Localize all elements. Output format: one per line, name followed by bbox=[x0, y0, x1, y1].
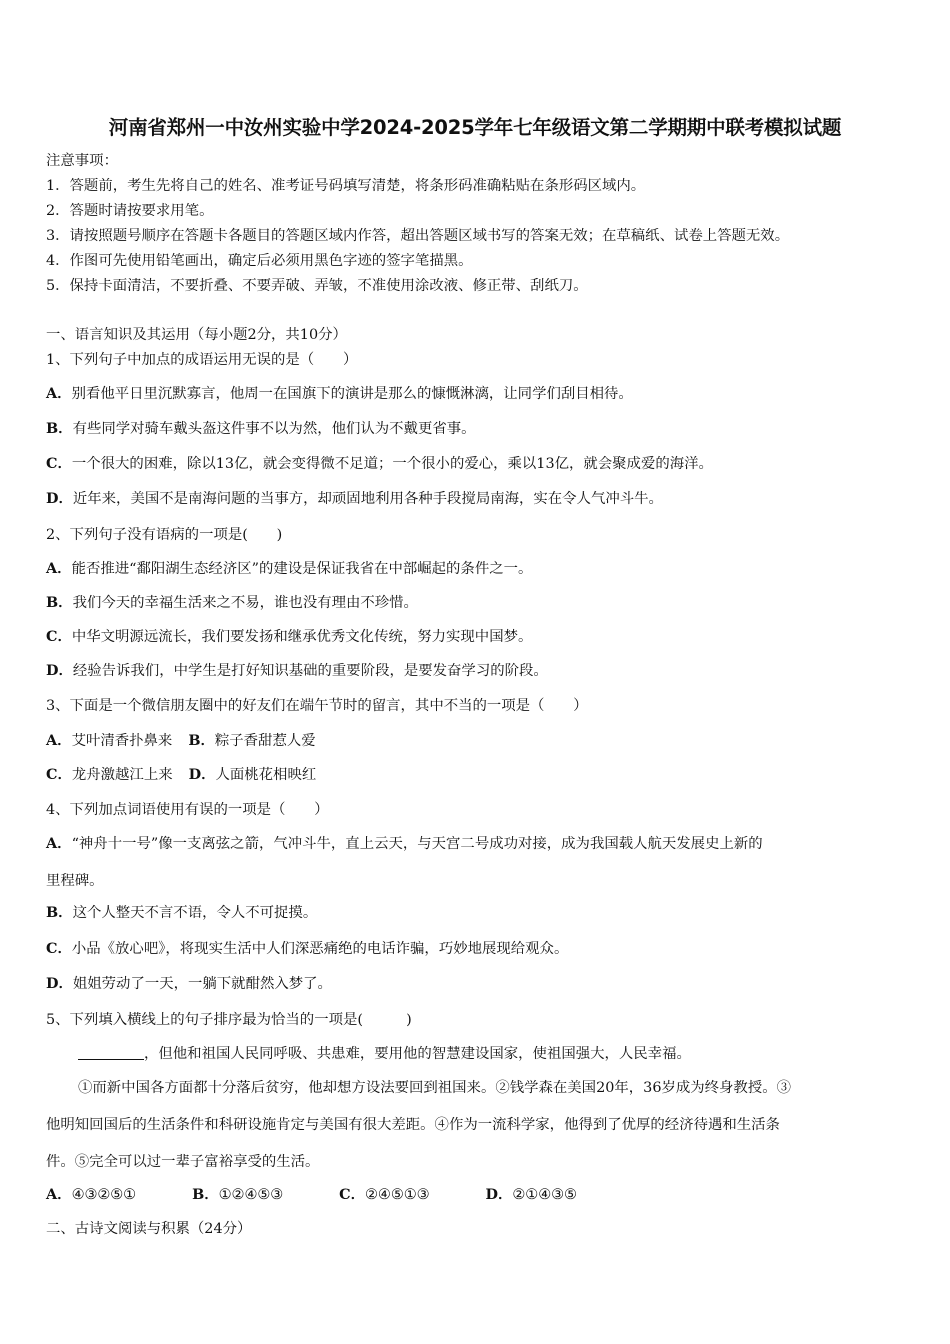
q2-option-a bbox=[46, 559, 532, 579]
option-text: ④③②⑤① bbox=[71, 1187, 137, 1203]
answer-blank bbox=[78, 1045, 144, 1060]
option-label: D． bbox=[46, 975, 73, 992]
option-label: A． bbox=[46, 385, 72, 402]
option-label: B． bbox=[188, 732, 215, 749]
option-text: 一个很大的困难，除以13亿，就会变得微不足道；一个很小的爱心，乘以13亿，就会聚成爱的海洋。 bbox=[71, 456, 713, 472]
option-label: C． bbox=[46, 628, 72, 645]
notice-item: 2．答题时请按要求用笔。 bbox=[46, 203, 214, 219]
option-label: D． bbox=[46, 662, 73, 679]
q4-option-d bbox=[46, 974, 332, 994]
option-text: 能否推进“鄱阳湖生态经济区”的建设是保证我省在中部崛起的条件之一。 bbox=[71, 561, 533, 577]
option-text: ②①④③⑤ bbox=[512, 1187, 577, 1203]
q5-options-row bbox=[46, 1185, 577, 1205]
section-2-heading: 二、古诗文阅读与积累（24分） bbox=[46, 1221, 252, 1237]
option-text: 人面桃花相映红 bbox=[215, 767, 317, 783]
option-label: A． bbox=[46, 560, 72, 577]
option-label: C． bbox=[46, 455, 72, 472]
q1-option-b bbox=[46, 419, 476, 439]
option-text: 有些同学对骑车戴头盔这件事不以为然，他们认为不戴更省事。 bbox=[72, 421, 476, 437]
option-text: 小品《放心吧》，将现实生活中人们深恶痛绝的电话诈骗，巧妙地展现给观众。 bbox=[71, 941, 569, 957]
notice-item: 3．请按照题号顺序在答题卡各题目的答题区域内作答，超出答题区域书写的答案无效；在草稿纸、试卷上答题无效。 bbox=[46, 228, 790, 244]
exam-title: 河南省郑州一中汝州实验中学2024-2025学年七年级语文第二学期期中联考模拟试题 bbox=[108, 116, 842, 139]
notice-item: 1．答题前，考生先将自己的姓名、准考证号码填写清楚，将条形码准确粘贴在条形码区域内。 bbox=[46, 178, 646, 194]
q3-options-row-1 bbox=[46, 731, 316, 751]
question-5-stem: 5、下列填入横线上的句子排序最为恰当的一项是( ) bbox=[46, 1012, 412, 1028]
question-4-stem: 4、下列加点词语使用有误的一项是（ ） bbox=[46, 802, 329, 818]
notice-item: 4．作图可先使用铅笔画出，确定后必须用黑色字迹的签字笔描黑。 bbox=[46, 253, 473, 269]
option-label: D． bbox=[188, 766, 216, 783]
section-1-heading: 一、语言知识及其运用（每小题2分，共10分） bbox=[46, 327, 347, 343]
option-label: D． bbox=[485, 1186, 513, 1203]
option-label: C． bbox=[46, 766, 72, 783]
option-text: 姐姐劳动了一天，一躺下就酣然入梦了。 bbox=[72, 976, 332, 992]
option-label: A． bbox=[46, 732, 72, 749]
option-text: 中华文明源远流长，我们要发扬和继承优秀文化传统，努力实现中国梦。 bbox=[71, 629, 533, 645]
q1-option-c bbox=[46, 454, 713, 474]
option-text: 这个人整天不言不语，令人不可捉摸。 bbox=[72, 905, 318, 921]
option-text: “神舟十一号”像一支离弦之箭，气冲斗牛，直上云天，与天宫二号成功对接，成为我国载人航天发展史上新的 bbox=[71, 836, 763, 852]
q4-option-a bbox=[46, 834, 763, 854]
q4-option-b bbox=[46, 903, 317, 923]
option-label: B． bbox=[46, 594, 73, 611]
option-label: A． bbox=[46, 1186, 72, 1203]
option-label: B． bbox=[46, 904, 73, 921]
q2-option-c bbox=[46, 627, 532, 647]
q5-paragraph-line: 件。⑤完全可以过一辈子富裕享受的生活。 bbox=[46, 1154, 320, 1170]
q2-option-b bbox=[46, 593, 418, 613]
option-text: ②④⑤①③ bbox=[365, 1187, 430, 1203]
option-label: C． bbox=[46, 940, 72, 957]
q2-option-d bbox=[46, 661, 548, 681]
option-text: 龙舟激越江上来 bbox=[71, 767, 173, 783]
q4-option-c bbox=[46, 939, 568, 959]
option-label: C． bbox=[339, 1186, 366, 1203]
option-text: 我们今天的幸福生活来之不易，谁也没有理由不珍惜。 bbox=[72, 595, 418, 611]
option-text: 经验告诉我们，中学生是打好知识基础的重要阶段，是要发奋学习的阶段。 bbox=[72, 663, 548, 679]
q5-paragraph-line: ①而新中国各方面都十分落后贫穷，他却想方设法要回到祖国来。②钱学森在美国20年，36岁成为终身教授。③ bbox=[78, 1080, 791, 1096]
option-text: 艾叶清香扑鼻来 bbox=[71, 733, 173, 749]
question-1-stem: 1、下列句子中加点的成语运用无误的是（ ） bbox=[46, 352, 358, 368]
option-label: D． bbox=[46, 490, 73, 507]
q5-paragraph-line: 他明知回国后的生活条件和科研设施肯定与美国有很大差距。④作为一流科学家，他得到了优厚的经济待遇和生活条 bbox=[46, 1117, 780, 1133]
question-2-stem: 2、下列句子没有语病的一项是( ) bbox=[46, 527, 283, 543]
option-text: 别看他平日里沉默寡言，他周一在国旗下的演讲是那么的慷慨淋漓，让同学们刮目相待。 bbox=[71, 386, 633, 402]
option-text: 粽子香甜惹人爱 bbox=[214, 733, 316, 749]
option-label: A． bbox=[46, 835, 72, 852]
notice-heading: 注意事项： bbox=[46, 153, 118, 169]
q4-option-a-continued: 里程碑。 bbox=[46, 873, 104, 889]
q5-blank-sentence bbox=[78, 1044, 691, 1064]
q3-options-row-2 bbox=[46, 765, 316, 785]
notice-item: 5．保持卡面清洁，不要折叠、不要弄破、弄皱，不准使用涂改液、修正带、刮纸刀。 bbox=[46, 278, 588, 294]
question-3-stem: 3、下面是一个微信朋友圈中的好友们在端午节时的留言，其中不当的一项是（ ） bbox=[46, 698, 588, 714]
q1-option-a bbox=[46, 384, 633, 404]
option-label: B． bbox=[192, 1186, 219, 1203]
blank-sentence-text: ，但他和祖国人民同呼吸、共患难，要用他的智慧建设国家，使祖国强大，人民幸福。 bbox=[144, 1046, 691, 1062]
option-label: B． bbox=[46, 420, 73, 437]
q1-option-d bbox=[46, 489, 663, 509]
option-text: ①②④⑤③ bbox=[218, 1187, 284, 1203]
option-text: 近年来，美国不是南海问题的当事方，却顽固地利用各种手段搅局南海，实在令人气冲斗牛。 bbox=[72, 491, 663, 507]
